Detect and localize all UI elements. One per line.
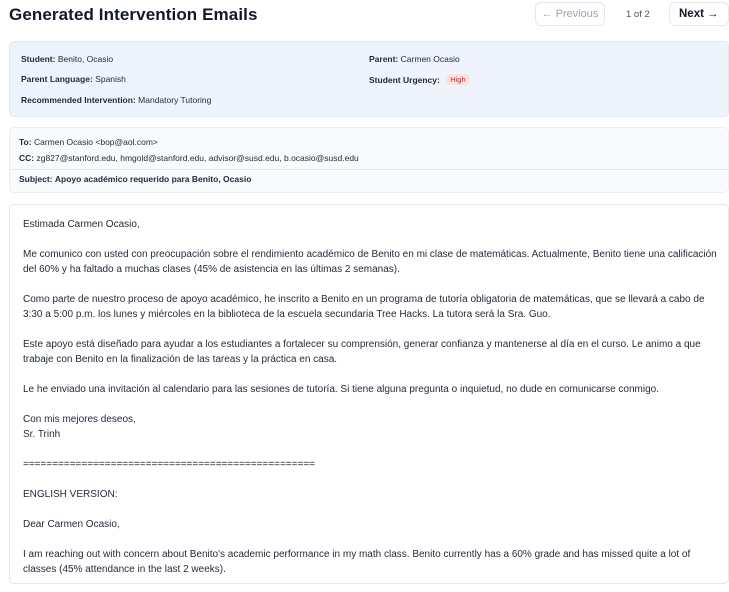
cc-label: CC:	[19, 153, 35, 163]
paragraph-2-es: Como parte de nuestro proceso de apoyo académico, he inscrito a Benito en un programa de tutoría obligatoria de matemáticas, que se llevará a cabo de 3:30 a 5:00 p.m. los lunes y miércoles en la biblioteca de la escuela secundaria Tree Hacks. La tutora será la Sra. Guo.	[23, 294, 705, 320]
signature-es: Sr. Trinh	[23, 429, 61, 440]
previous-button[interactable]	[535, 2, 605, 26]
student-info-panel	[9, 41, 729, 117]
next-button[interactable]	[669, 2, 729, 26]
greeting-es: Estimada Carmen Ocasio,	[23, 219, 140, 230]
english-heading: ENGLISH VERSION:	[23, 489, 118, 500]
paragraph-4-es: Le he enviado una invitación al calendario para las sesiones de tutoría. Si tiene alguna pregunta o inquietud, no dude en comunicarse conmigo.	[23, 384, 659, 395]
subject-label: Subject:	[19, 174, 53, 184]
urgency-label: Student Urgency:	[369, 75, 440, 85]
language-label: Parent Language:	[21, 74, 93, 84]
to-line	[19, 137, 158, 147]
separator-line: ==================================================	[23, 459, 315, 470]
arrow-left-icon: ←	[541, 8, 553, 20]
intervention-field	[21, 95, 211, 105]
paragraph-1-en: I am reaching out with concern about Benito's academic performance in my math class. Benito currently has a 60% grade and has missed quite a lot of classes (45% attendance in the last 2 weeks).	[23, 549, 691, 575]
student-field	[21, 54, 113, 64]
greeting-en: Dear Carmen Ocasio,	[23, 519, 120, 530]
urgency-badge: High	[446, 74, 469, 85]
cc-value: zg827@stanford.edu, hmgold@stanford.edu, advisor@susd.edu, b.ocasio@susd.edu	[36, 153, 359, 163]
parent-label: Parent:	[369, 54, 399, 64]
subject-value: Apoyo académico requerido para Benito, Ocasio	[54, 174, 252, 184]
to-label: To:	[19, 137, 32, 147]
next-label: Next	[679, 8, 704, 20]
student-label: Student:	[21, 54, 56, 64]
language-field	[21, 74, 126, 84]
subject-line	[19, 174, 251, 184]
parent-field	[369, 54, 460, 64]
paragraph-3-es: Este apoyo está diseñado para ayudar a los estudiantes a fortalecer su comprensión, generar confianza y mantenerse al día en el curso. Le animo a que trabaje con Benito en la finalización de las tareas y la práctica en casa.	[23, 339, 701, 365]
student-value: Benito, Ocasio	[57, 54, 114, 64]
email-body	[9, 204, 729, 584]
intervention-label: Recommended Intervention:	[21, 95, 136, 105]
cc-line	[19, 153, 359, 163]
to-value: Carmen Ocasio <bop@aol.com>	[33, 137, 158, 147]
intervention-value: Mandatory Tutoring	[138, 95, 212, 105]
email-text	[23, 217, 723, 592]
urgency-field	[369, 74, 470, 85]
arrow-right-icon: →	[706, 8, 719, 20]
language-value: Spanish	[95, 74, 126, 84]
previous-label: Previous	[555, 8, 599, 20]
closing-es: Con mis mejores deseos,	[23, 414, 136, 425]
email-header	[9, 127, 729, 193]
page-title: Generated Intervention Emails	[9, 5, 258, 24]
parent-value: Carmen Ocasio	[400, 54, 460, 64]
paragraph-1-es: Me comunico con usted con preocupación sobre el rendimiento académico de Benito en mi clase de matemáticas. Actualmente, Benito tiene una calificación del 60% y ha faltado a muchas clases (45% de asistencia en las últimas 2 semanas).	[23, 249, 717, 275]
header-divider	[10, 169, 728, 170]
page-indicator: 1 of 2	[626, 9, 650, 20]
